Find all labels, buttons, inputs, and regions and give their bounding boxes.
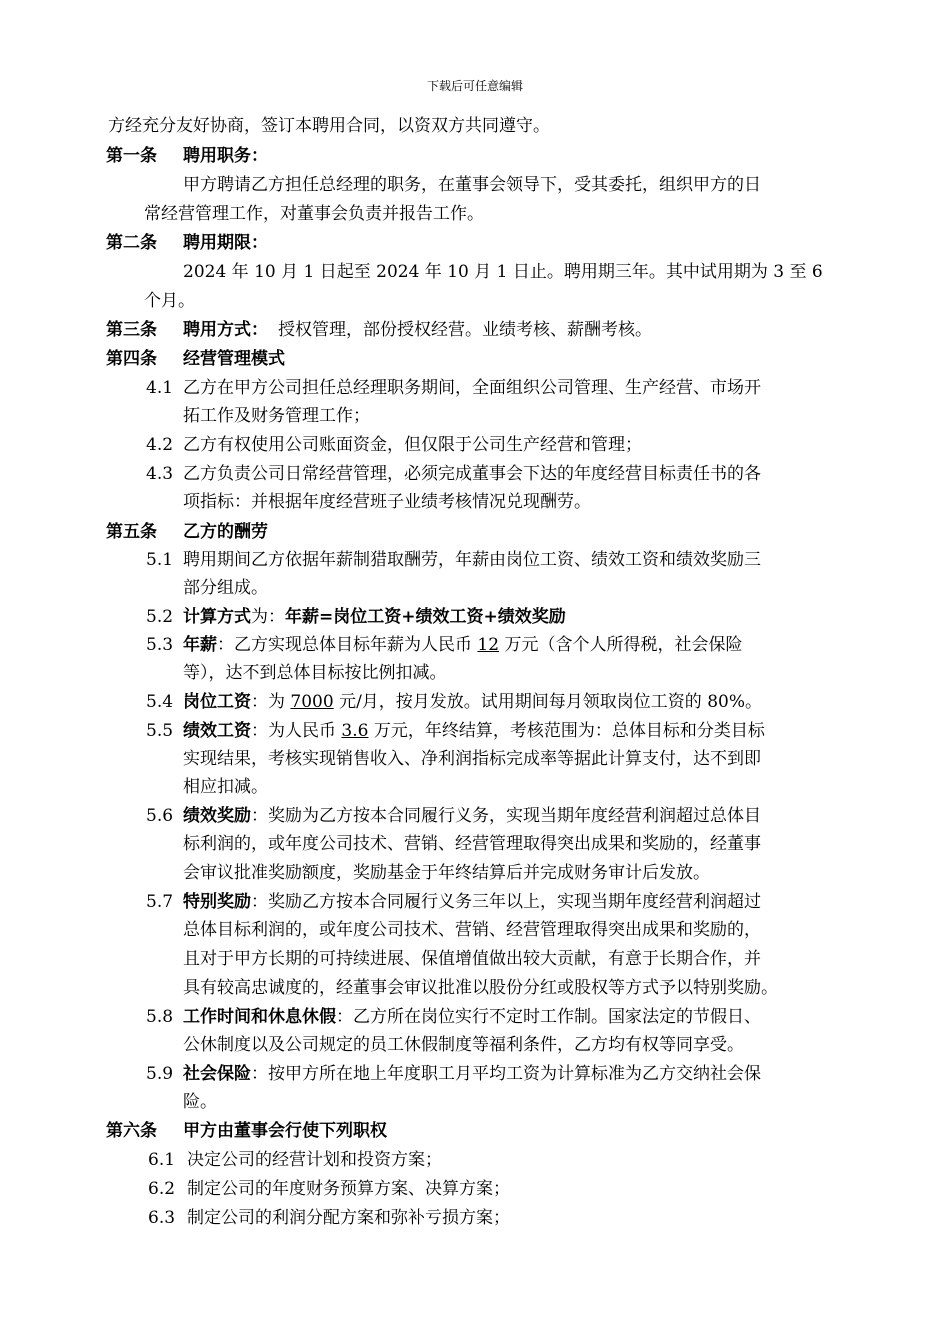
item-5-1-num: 5.1 [146, 550, 174, 570]
item-5-4-post: 元/月，按月发放。试用期间每月领取岗位工资的 80%。 [333, 692, 762, 712]
item-5-7-num: 5.7 [146, 892, 174, 912]
article-3-heading: 聘用方式： [183, 320, 268, 340]
item-6-1-num: 6.1 [148, 1150, 176, 1170]
item-5-5-line-3: 相应扣减。 [183, 777, 268, 797]
article-3-text: 授权管理，部份授权经营。业绩考核、薪酬考核。 [278, 320, 652, 340]
item-5-6-label: 绩效奖励 [183, 806, 251, 826]
item-4-3-line-1: 乙方负责公司日常经营管理，必须完成董事会下达的年度经营目标责任书的各 [183, 464, 761, 484]
intro-text: 方经充分友好协商，签订本聘用合同，以资双方共同遵守。 [108, 116, 550, 136]
item-5-3-post: 万元（含个人所得税，社会保险 [499, 635, 743, 655]
item-5-3 [183, 634, 742, 656]
item-5-5-pre: ：为人民币 [251, 721, 342, 741]
item-6-3-num: 6.3 [148, 1208, 176, 1228]
item-5-4-num: 5.4 [146, 692, 174, 712]
item-4-3-num: 4.3 [146, 464, 174, 484]
item-5-3-amount: 12 [477, 635, 500, 655]
item-5-4-label: 岗位工资 [183, 692, 251, 712]
article-3-title: 第三条 [106, 320, 157, 340]
item-6-3-text: 制定公司的利润分配方案和弥补亏损方案； [187, 1208, 510, 1228]
item-5-5-post: 万元，年终结算，考核范围为：总体目标和分类目标 [368, 721, 765, 741]
item-5-2-label: 计算方式 [183, 607, 251, 627]
article-1-heading: 聘用职务： [183, 146, 268, 166]
item-5-6-first: ：奖励为乙方按本合同履行义务，实现当期年度经营利润超过总体目 [251, 806, 761, 826]
item-5-6-line-2: 标利润的，或年度公司技术、营销、经营管理取得突出成果和奖励的，经董事 [183, 834, 761, 854]
item-5-5 [183, 720, 765, 742]
item-5-9-line-2: 险。 [183, 1092, 217, 1112]
article-1-title: 第一条 [106, 146, 157, 166]
item-5-9-label: 社会保险 [183, 1064, 251, 1084]
article-5-title: 第五条 [106, 522, 157, 542]
item-5-7-first: ：奖励乙方按本合同履行义务三年以上，实现当期年度经营利润超过 [251, 892, 761, 912]
item-5-5-label: 绩效工资 [183, 721, 251, 741]
item-5-9-num: 5.9 [146, 1064, 174, 1084]
item-5-5-line-2: 实现结果，考核实现销售收入、净利润指标完成率等据此计算支付，达不到即 [183, 749, 761, 769]
item-4-1-line-2: 拓工作及财务管理工作； [183, 406, 370, 426]
item-4-2-line-1: 乙方有权使用公司账面资金，但仅限于公司生产经营和管理； [183, 435, 642, 455]
item-5-9-first: ：按甲方所在地上年度职工月平均工资为计算标准为乙方交纳社会保 [251, 1064, 761, 1084]
item-5-8-first: ：乙方所在岗位实行不定时工作制。国家法定的节假日、 [336, 1007, 761, 1027]
item-5-4-pre: ：为 [251, 692, 291, 712]
article-2-line-1: 2024 年 10 月 1 日起至 2024 年 10 月 1 日止。聘用期三年。其中试用期为 3 至 6 [183, 262, 823, 282]
article-4-title: 第四条 [106, 349, 157, 369]
item-5-2-mid: 为： [251, 607, 285, 627]
item-4-1-line-1: 乙方在甲方公司担任总经理职务期间，全面组织公司管理、生产经营、市场开 [183, 378, 761, 398]
item-5-7-label: 特别奖励 [183, 892, 251, 912]
article-2-heading: 聘用期限： [183, 233, 268, 253]
item-5-3-num: 5.3 [146, 635, 174, 655]
article-2-line-2: 个月。 [144, 291, 195, 311]
item-4-1-num: 4.1 [146, 378, 174, 398]
item-5-7-line-2: 总体目标利润的，或年度公司技术、营销、经营管理取得突出成果和奖励的， [183, 920, 761, 940]
item-5-7 [183, 891, 761, 913]
item-5-8-num: 5.8 [146, 1007, 174, 1027]
article-3 [106, 319, 652, 341]
item-5-4 [183, 691, 762, 713]
article-5-heading: 乙方的酬劳 [183, 522, 268, 542]
item-5-2-num: 5.2 [146, 607, 174, 627]
item-5-4-amount: 7000 [290, 692, 334, 712]
item-5-2-formula: 年薪=岗位工资+绩效工资+绩效奖励 [285, 607, 566, 627]
article-6-title: 第六条 [106, 1121, 157, 1141]
item-5-3-line-2: 等），达不到总体目标按比例扣减。 [183, 663, 447, 683]
item-5-6 [183, 805, 761, 827]
item-4-2-num: 4.2 [146, 435, 174, 455]
item-5-8-line-2: 公休制度以及公司规定的员工休假制度等福利条件，乙方均有权等同享受。 [183, 1035, 744, 1055]
item-4-3-line-2: 项指标：并根据年度经营班子业绩考核情况兑现酬劳。 [183, 492, 591, 512]
article-2-title: 第二条 [106, 233, 157, 253]
item-6-1-text: 决定公司的经营计划和投资方案； [187, 1150, 442, 1170]
item-6-2-text: 制定公司的年度财务预算方案、决算方案； [187, 1179, 510, 1199]
item-6-2-num: 6.2 [148, 1179, 176, 1199]
item-5-7-line-3: 且对于甲方长期的可持续进展、保值增值做出较大贡献，有意于长期合作，并 [183, 949, 761, 969]
article-1-line-2: 常经营管理工作，对董事会负责并报告工作。 [144, 204, 484, 224]
article-1-line-1: 甲方聘请乙方担任总经理的职务，在董事会领导下，受其委托，组织甲方的日 [183, 175, 761, 195]
item-5-7-line-4: 具有较高忠诚度的，经董事会审议批准以股份分红或股权等方式予以特别奖励。 [183, 978, 778, 998]
item-5-3-label: 年薪 [183, 635, 217, 655]
item-5-1-line-1: 聘用期间乙方依据年薪制猎取酬劳，年薪由岗位工资、绩效工资和绩效奖励三 [183, 550, 761, 570]
item-5-6-num: 5.6 [146, 806, 174, 826]
item-5-8-label: 工作时间和休息休假 [183, 1007, 336, 1027]
item-5-5-amount: 3.6 [341, 721, 369, 741]
item-5-2 [183, 606, 566, 628]
item-5-1-line-2: 部分组成。 [183, 578, 268, 598]
article-6-heading: 甲方由董事会行使下列职权 [183, 1121, 387, 1141]
article-4-heading: 经营管理模式 [183, 349, 285, 369]
item-5-3-pre: ：乙方实现总体目标年薪为人民币 [217, 635, 478, 655]
page-header: 下载后可任意编辑 [426, 79, 523, 93]
item-5-8 [183, 1006, 761, 1028]
item-5-6-line-3: 会审议批准奖励额度，奖励基金于年终结算后并完成财务审计后发放。 [183, 863, 710, 883]
item-5-9 [183, 1063, 761, 1085]
item-5-5-num: 5.5 [146, 721, 174, 741]
